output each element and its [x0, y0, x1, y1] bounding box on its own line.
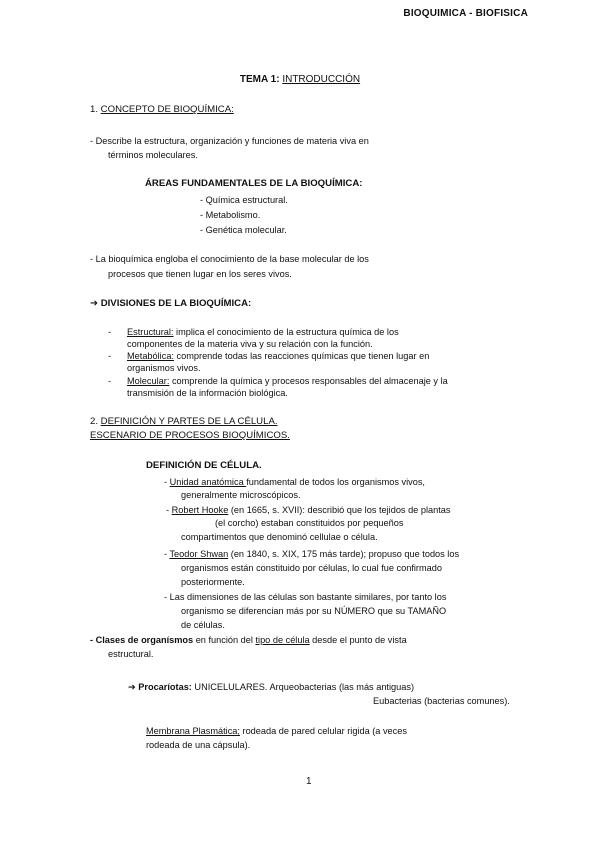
- text: fundamental de todos los organismos vivos,: [246, 477, 425, 487]
- page-number: 1: [306, 776, 312, 787]
- term: Unidad anatómica: [169, 477, 247, 487]
- section-2-heading-cont: ESCENARIO DE PROCESOS BIOQUÍMICOS.: [90, 430, 290, 441]
- membrana-cont: rodeada de una cápsula).: [146, 740, 251, 750]
- dimensiones-cont: de células.: [181, 620, 225, 630]
- division-term: Estructural:: [127, 327, 174, 337]
- section-title: CONCEPTO DE BIOQUÍMICA:: [100, 104, 234, 115]
- clases-label: - Clases de organísmos: [90, 635, 194, 645]
- division-item-molecular: [127, 375, 448, 387]
- shwan-cont: posteriormente.: [181, 577, 245, 587]
- division-text-cont: organismos vivos.: [127, 363, 201, 373]
- page-title: [0, 74, 600, 86]
- engloba-line-1: - La bioquímica engloba el conocimiento de la base molecular de los: [90, 254, 369, 264]
- term: Robert Hooke: [171, 505, 229, 515]
- clases-line: [90, 634, 407, 646]
- desc-line-2: términos moleculares.: [108, 150, 198, 160]
- section-1-heading: [90, 104, 234, 116]
- section-number: 1.: [90, 104, 101, 115]
- dimensiones-cont: organismo se diferencian más por su NÚMERO que su TAMAÑO: [181, 606, 447, 616]
- desc-line-1: - Describe la estructura, organización y funciones de materia viva en: [90, 136, 369, 146]
- division-text: comprende la química y procesos responsables del almacenaje y la: [169, 376, 448, 386]
- areas-heading: ÁREAS FUNDAMENTALES DE LA BIOQUÍMICA:: [145, 178, 363, 189]
- hooke-cont: (el corcho) estaban constituidos por pequeños: [215, 518, 404, 528]
- dash: -: [164, 477, 170, 487]
- division-term: Metabólica:: [127, 351, 174, 361]
- text: UNICELULARES. Arqueobacterias (las más antiguas): [191, 682, 415, 692]
- unidad-item: [164, 476, 425, 488]
- text: rodeada de pared celular rigida (a veces: [239, 726, 407, 736]
- clases-cont: estructural.: [108, 649, 154, 659]
- section-2-heading: [90, 416, 278, 428]
- term: Membrana Plasmática;: [146, 726, 240, 736]
- bullet-dash: -: [108, 376, 112, 386]
- division-text: comprende todas las reacciones químicas que tienen lugar en: [173, 351, 430, 361]
- area-item: - Genética molecular.: [200, 225, 287, 235]
- engloba-line-2: procesos que tienen lugar en los seres vivos.: [108, 269, 292, 279]
- text: (en 1665, s. XVII): describió que los tejidos de plantas: [228, 505, 451, 515]
- dash: -: [164, 549, 170, 559]
- definicion-heading: DEFINICIÓN DE CÉLULA.: [146, 460, 262, 471]
- term: tipo de célula: [255, 635, 310, 645]
- shwan-cont: organismos están constituido por células, lo cual fue confirmado: [181, 563, 442, 573]
- dash: -: [166, 505, 172, 515]
- hooke-cont: compartimentos que denominó cellulae o célula.: [181, 532, 378, 542]
- bullet-dash: -: [108, 327, 112, 337]
- text: en función del: [193, 635, 256, 645]
- membrana-line: [146, 725, 407, 737]
- procariotas-cont: Eubacterias (bacterias comunes).: [373, 696, 510, 706]
- division-text: implica el conocimiento de la estructura química de los: [173, 327, 399, 337]
- section-title: DEFINICIÓN Y PARTES DE LA CÉLULA.: [100, 416, 278, 427]
- title-main: INTRODUCCIÓN: [282, 74, 361, 85]
- text: (en 1840, s. XIX, 175 más tarde); propuso que todos los: [228, 549, 460, 559]
- hooke-item: [166, 504, 450, 516]
- division-text-cont: transmisión de la información biológica.: [127, 388, 288, 398]
- area-item: - Química estructural.: [200, 195, 288, 205]
- shwan-item: [164, 548, 459, 560]
- text: desde el punto de vista: [309, 635, 407, 645]
- section-number: 2.: [90, 416, 101, 427]
- division-item-estructural: [127, 326, 399, 338]
- division-item-metabolica: [127, 350, 429, 362]
- division-text-cont: componentes de la materia viva y su relación con la función.: [127, 339, 373, 349]
- area-item: - Metabolismo.: [200, 210, 261, 220]
- division-term: Molecular:: [127, 376, 170, 386]
- procariotas-line: [128, 681, 414, 693]
- divisiones-heading: ➔ DIVISIONES DE LA BIOQUÍMICA:: [90, 298, 252, 309]
- unidad-cont: generalmente microscópicos.: [181, 490, 301, 500]
- dimensiones-item: - Las dimensiones de las células son bastante similares, por tanto los: [164, 592, 447, 602]
- title-prefix: TEMA 1:: [239, 74, 283, 85]
- document-header: BIOQUIMICA - BIOFISICA: [403, 8, 528, 19]
- term: Teodor Shwan: [169, 549, 229, 559]
- bullet-dash: -: [108, 351, 112, 361]
- procariotas-label: ➔ Procaríotas:: [128, 682, 192, 692]
